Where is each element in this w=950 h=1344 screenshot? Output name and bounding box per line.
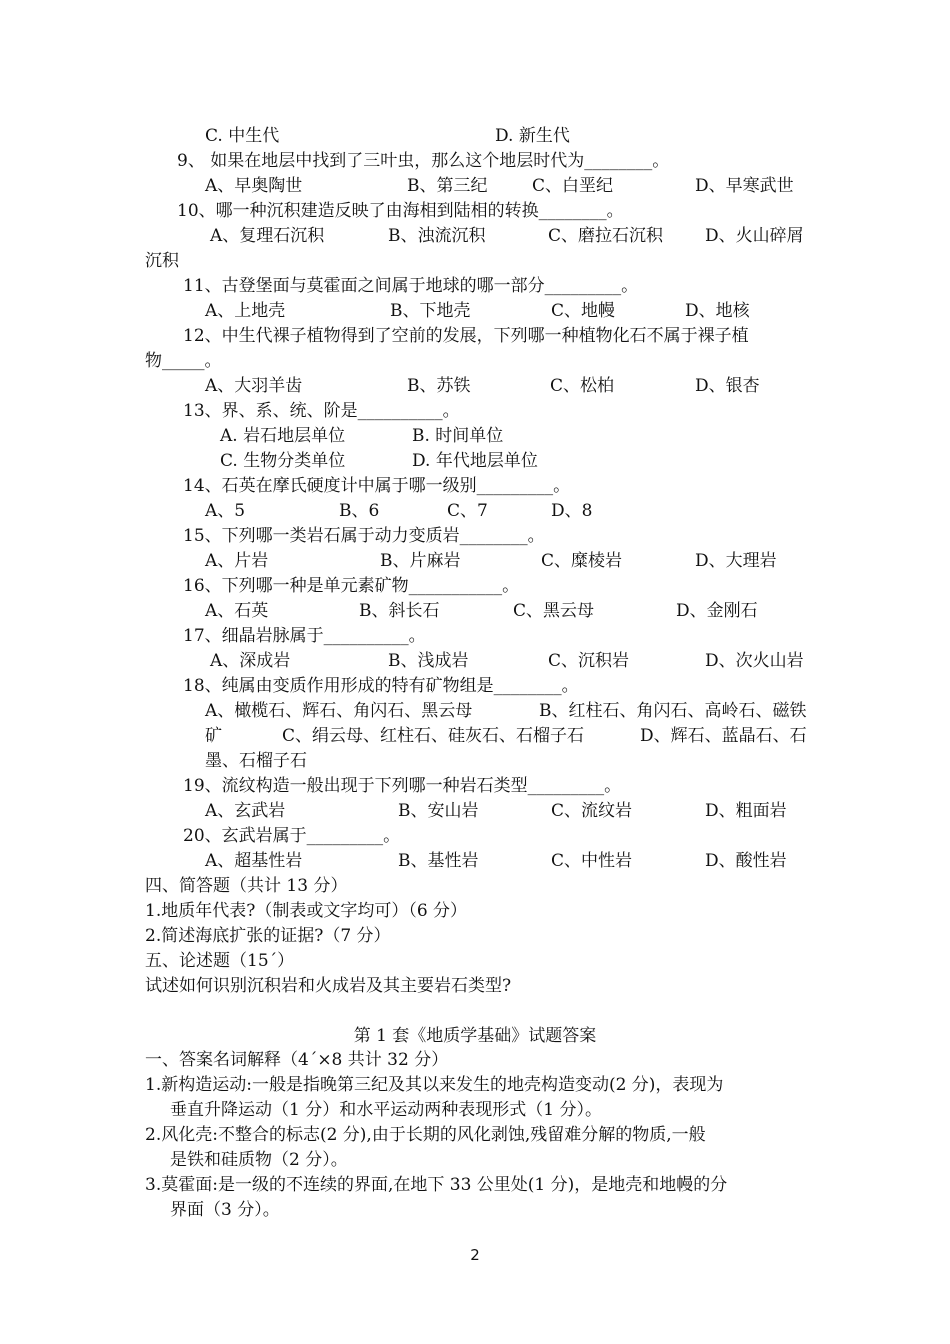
q12-stem: 12、中生代裸子植物得到了空前的发展，下列哪一种植物化石不属于裸子植 xyxy=(183,326,749,346)
q18-option-c: C、绢云母、红柱石、硅灰石、石榴子石 xyxy=(282,726,585,746)
q11-stem-line xyxy=(0,274,950,299)
q11-option-a: A、上地壳 xyxy=(205,301,286,321)
q8-option-d: D. 新生代 xyxy=(495,126,570,146)
q12-option-b: B、苏铁 xyxy=(407,376,471,396)
q20-option-a: A、超基性岩 xyxy=(205,851,303,871)
q17-options xyxy=(0,649,950,674)
q15-option-d: D、大理岩 xyxy=(695,551,777,571)
answer-line xyxy=(0,1098,950,1123)
q13-options-row2 xyxy=(0,449,950,474)
q14-option-c: C、7 xyxy=(447,501,488,521)
answer-text: 1.新构造运动:一般是指晚第三纪及其以来发生的地壳构造变动(2 分)，表现为 xyxy=(145,1075,724,1095)
q20-option-b: B、基性岩 xyxy=(398,851,479,871)
q10-stem: 10、哪一种沉积建造反映了由海相到陆相的转换________。 xyxy=(177,201,624,221)
q17-option-d: D、次火山岩 xyxy=(705,651,804,671)
q18-stem: 18、纯属由变质作用形成的特有矿物组是________。 xyxy=(183,676,579,696)
q8-options xyxy=(0,124,950,149)
section4-item-line xyxy=(0,899,950,924)
q11-option-d: D、地核 xyxy=(685,301,750,321)
answer-text: 2.风化壳:不整合的标志(2 分),由于长期的风化剥蚀,残留难分解的物质,一般 xyxy=(145,1125,706,1145)
q14-option-b: B、6 xyxy=(339,501,380,521)
q12-option-d: D、银杏 xyxy=(695,376,760,396)
q17-option-b: B、浅成岩 xyxy=(388,651,469,671)
q13-option-c: C. 生物分类单位 xyxy=(220,451,346,471)
q18-stem-line xyxy=(0,674,950,699)
q18-options-row2 xyxy=(0,724,950,749)
q14-stem: 14、石英在摩氏硬度计中属于哪一级别_________。 xyxy=(183,476,571,496)
q19-option-b: B、安山岩 xyxy=(398,801,479,821)
q9-option-b: B、第三纪 xyxy=(407,176,488,196)
q16-option-a: A、石英 xyxy=(205,601,269,621)
answer-text: 是铁和硅质物（2 分）。 xyxy=(170,1150,348,1170)
q16-stem-line xyxy=(0,574,950,599)
q11-option-c: C、地幔 xyxy=(551,301,616,321)
q9-option-a: A、早奥陶世 xyxy=(205,176,303,196)
q20-options xyxy=(0,849,950,874)
q12-option-c: C、松柏 xyxy=(550,376,615,396)
q18-option-a: A、橄榄石、辉石、角闪石、黑云母 xyxy=(205,701,473,721)
q8-option-c: C. 中生代 xyxy=(205,126,280,146)
section4-item: 2.简述海底扩张的证据?（7 分） xyxy=(145,926,391,946)
q18-options-row3 xyxy=(0,749,950,774)
q18-option-b-wrap: 矿 xyxy=(205,726,222,746)
q19-option-c: C、流纹岩 xyxy=(551,801,633,821)
answers-title: 第 1 套《地质学基础》试题答案 xyxy=(353,1026,597,1046)
section4-item: 1.地质年代表?（制表或文字均可）（6 分） xyxy=(145,901,468,921)
section4-item-line xyxy=(0,924,950,949)
q17-option-c: C、沉积岩 xyxy=(548,651,630,671)
page-number: 2 xyxy=(470,1246,480,1264)
q15-option-b: B、片麻岩 xyxy=(380,551,461,571)
q16-options xyxy=(0,599,950,624)
answer-text: 界面（3 分）。 xyxy=(170,1200,280,1220)
q16-option-d: D、金刚石 xyxy=(676,601,758,621)
q9-option-c: C、白垩纪 xyxy=(532,176,614,196)
q12-option-a: A、大羽羊齿 xyxy=(205,376,303,396)
q10-wrap-line xyxy=(0,249,950,274)
section5-question-line xyxy=(0,974,950,999)
answer-line xyxy=(0,1123,950,1148)
q10-option-a: A、复理石沉积 xyxy=(210,226,325,246)
section5-question: 试述如何识别沉积岩和火成岩及其主要岩石类型? xyxy=(145,976,512,996)
answer-line xyxy=(0,1173,950,1198)
q10-option-d: D、火山碎屑 xyxy=(705,226,804,246)
section5-title-line xyxy=(0,949,950,974)
q12-wrap: 物_____。 xyxy=(145,351,222,371)
q14-option-a: A、5 xyxy=(205,501,246,521)
q18-option-d-wrap: 墨、石榴子石 xyxy=(205,751,307,771)
q19-stem: 19、流纹构造一般出现于下列哪一种岩石类型_________。 xyxy=(183,776,622,796)
q14-stem-line xyxy=(0,474,950,499)
q19-stem-line xyxy=(0,774,950,799)
q13-options-row1 xyxy=(0,424,950,449)
q17-option-a: A、深成岩 xyxy=(210,651,291,671)
q13-option-b: B. 时间单位 xyxy=(412,426,504,446)
q20-stem: 20、玄武岩属于_________。 xyxy=(183,826,401,846)
q15-option-c: C、糜棱岩 xyxy=(541,551,623,571)
q9-option-d: D、早寒武世 xyxy=(695,176,794,196)
q14-option-d: D、8 xyxy=(551,501,593,521)
q11-options xyxy=(0,299,950,324)
section4-title: 四、简答题（共计 13 分） xyxy=(145,876,348,896)
q13-option-d: D. 年代地层单位 xyxy=(412,451,538,471)
answer-line xyxy=(0,1148,950,1173)
q10-option-c: C、磨拉石沉积 xyxy=(548,226,664,246)
answers-title-line xyxy=(0,1024,950,1049)
q19-option-d: D、粗面岩 xyxy=(705,801,787,821)
q15-option-a: A、片岩 xyxy=(205,551,269,571)
q20-option-d: D、酸性岩 xyxy=(705,851,787,871)
q12-options xyxy=(0,374,950,399)
q9-options xyxy=(0,174,950,199)
q9-stem: 9、 如果在地层中找到了三叶虫，那么这个地层时代为________。 xyxy=(177,151,670,171)
q11-stem: 11、古登堡面与莫霍面之间属于地球的哪一部分_________。 xyxy=(183,276,639,296)
q19-options xyxy=(0,799,950,824)
section4-title-line xyxy=(0,874,950,899)
q10-option-b: B、浊流沉积 xyxy=(388,226,486,246)
q20-option-c: C、中性岩 xyxy=(551,851,633,871)
answer-line xyxy=(0,1073,950,1098)
answer-line xyxy=(0,1198,950,1223)
q16-option-b: B、斜长石 xyxy=(359,601,440,621)
q10-stem-line xyxy=(0,199,950,224)
q20-stem-line xyxy=(0,824,950,849)
q11-option-b: B、下地壳 xyxy=(390,301,471,321)
q19-option-a: A、玄武岩 xyxy=(205,801,286,821)
q13-option-a: A. 岩石地层单位 xyxy=(220,426,346,446)
q10-wrap: 沉积 xyxy=(145,251,179,271)
q15-stem-line xyxy=(0,524,950,549)
section5-title: 五、论述题（15´） xyxy=(145,951,295,971)
answer-text: 3.莫霍面:是一级的不连续的界面,在地下 33 公里处(1 分)，是地壳和地幔的分 xyxy=(145,1175,728,1195)
q17-stem-line xyxy=(0,624,950,649)
q12-stem-line xyxy=(0,324,950,349)
q9-stem-line xyxy=(0,149,950,174)
q18-options-row1 xyxy=(0,699,950,724)
q18-option-b: B、红柱石、角闪石、高岭石、磁铁 xyxy=(539,701,807,721)
answer-text: 垂直升降运动（1 分）和水平运动两种表现形式（1 分）。 xyxy=(170,1100,602,1120)
q16-option-c: C、黑云母 xyxy=(513,601,595,621)
q15-stem: 15、下列哪一类岩石属于动力变质岩________。 xyxy=(183,526,545,546)
q16-stem: 16、下列哪一种是单元素矿物___________。 xyxy=(183,576,520,596)
q14-options xyxy=(0,499,950,524)
q17-stem: 17、细晶岩脉属于__________。 xyxy=(183,626,426,646)
answers-subtitle-line xyxy=(0,1048,950,1073)
q12-wrap-line xyxy=(0,349,950,374)
answers-subtitle: 一、答案名词解释（4´×8 共计 32 分） xyxy=(145,1050,449,1070)
q15-options xyxy=(0,549,950,574)
q13-stem: 13、界、系、统、阶是__________。 xyxy=(183,401,460,421)
q10-options xyxy=(0,224,950,249)
q13-stem-line xyxy=(0,399,950,424)
q18-option-d: D、辉石、蓝晶石、石 xyxy=(640,726,807,746)
